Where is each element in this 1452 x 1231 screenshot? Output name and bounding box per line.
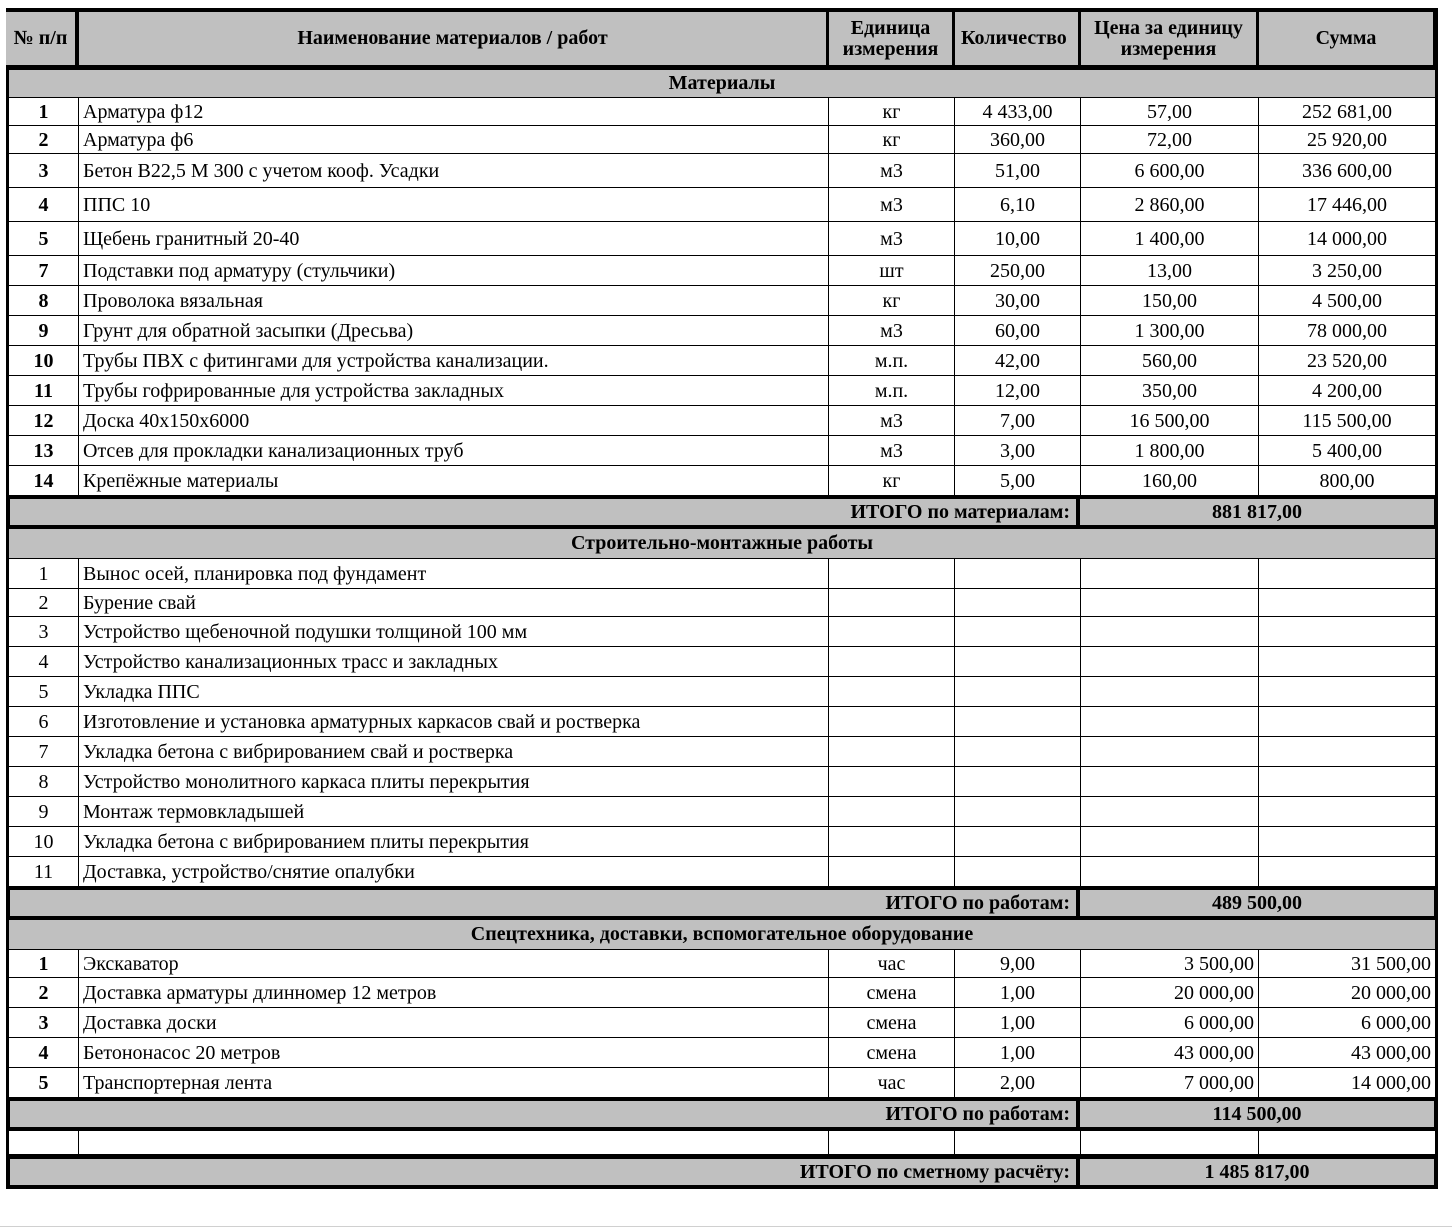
row-qty[interactable] — [955, 827, 1081, 857]
row-number[interactable]: 11 — [6, 857, 79, 887]
row-name[interactable]: Доставка арматуры длинномер 12 метров — [79, 978, 829, 1008]
row-sum[interactable]: 14 000,00 — [1259, 1068, 1438, 1098]
row-price[interactable]: 6 600,00 — [1081, 154, 1259, 188]
row-unit[interactable]: смена — [829, 1038, 955, 1068]
row-qty[interactable] — [955, 797, 1081, 827]
row-unit[interactable] — [829, 857, 955, 887]
row-qty[interactable]: 360,00 — [955, 126, 1081, 154]
row-number[interactable]: 2 — [6, 589, 79, 617]
equipment-total-label: ИТОГО по работам: — [10, 1101, 1080, 1127]
row-number[interactable]: 1 — [6, 559, 79, 589]
row-unit[interactable]: м3 — [829, 316, 955, 346]
table-row — [6, 256, 1438, 286]
header-unit[interactable]: Единица измерения — [829, 12, 955, 66]
row-name[interactable]: Доставка, устройство/снятие опалубки — [79, 857, 829, 887]
row-sum[interactable] — [1259, 797, 1438, 827]
works-total-value[interactable]: 489 500,00 — [1212, 891, 1302, 914]
row-name[interactable]: Щебень гранитный 20-40 — [79, 222, 829, 256]
row-number[interactable]: 14 — [6, 466, 79, 496]
row-sum[interactable]: 6 000,00 — [1259, 1008, 1438, 1038]
row-qty[interactable] — [955, 677, 1081, 707]
row-qty[interactable] — [955, 737, 1081, 767]
row-sum[interactable]: 20 000,00 — [1259, 978, 1438, 1008]
row-qty[interactable]: 9,00 — [955, 950, 1081, 978]
row-sum[interactable]: 800,00 — [1259, 466, 1438, 496]
table-row — [6, 559, 1438, 589]
row-price[interactable] — [1081, 589, 1259, 617]
row-unit[interactable] — [829, 707, 955, 737]
table-row — [6, 406, 1438, 436]
row-unit[interactable] — [829, 559, 955, 589]
row-number[interactable]: 1 — [6, 98, 79, 126]
row-sum[interactable]: 17 446,00 — [1259, 188, 1438, 222]
row-number[interactable]: 8 — [6, 767, 79, 797]
row-price[interactable]: 1 400,00 — [1081, 222, 1259, 256]
row-price[interactable]: 150,00 — [1081, 286, 1259, 316]
row-sum[interactable]: 3 250,00 — [1259, 256, 1438, 286]
row-name[interactable]: Бурение свай — [79, 589, 829, 617]
grand-total-value[interactable]: 1 485 817,00 — [1204, 1160, 1310, 1183]
row-sum[interactable]: 43 000,00 — [1259, 1038, 1438, 1068]
row-number[interactable]: 9 — [6, 797, 79, 827]
works-total-row — [6, 886, 1438, 920]
row-price[interactable]: 6 000,00 — [1081, 1008, 1259, 1038]
row-qty[interactable]: 10,00 — [955, 222, 1081, 256]
row-sum[interactable]: 31 500,00 — [1259, 950, 1438, 978]
row-name[interactable]: Бетон В22,5 М 300 с учетом кооф. Усадки — [79, 154, 829, 188]
row-number[interactable]: 9 — [6, 316, 79, 346]
row-unit[interactable]: м3 — [829, 406, 955, 436]
row-number[interactable]: 4 — [6, 188, 79, 222]
row-number[interactable]: 3 — [6, 1008, 79, 1038]
row-name[interactable]: Подставки под арматуру (стульчики) — [79, 256, 829, 286]
row-price[interactable]: 3 500,00 — [1081, 950, 1259, 978]
row-sum[interactable]: 115 500,00 — [1259, 406, 1438, 436]
row-unit[interactable] — [829, 827, 955, 857]
row-name[interactable]: Изготовление и установка арматурных каркасов свай и ростверка — [79, 707, 829, 737]
row-price[interactable] — [1081, 647, 1259, 677]
row-unit[interactable]: м.п. — [829, 376, 955, 406]
table-row — [6, 617, 1438, 647]
row-name[interactable]: Арматура ф12 — [79, 98, 829, 126]
row-number[interactable]: 5 — [6, 222, 79, 256]
equipment-total-value[interactable]: 114 500,00 — [1212, 1102, 1302, 1125]
row-sum[interactable]: 78 000,00 — [1259, 316, 1438, 346]
row-qty[interactable] — [955, 857, 1081, 887]
row-price[interactable] — [1081, 559, 1259, 589]
table-row — [6, 950, 1438, 978]
row-name[interactable]: Крепёжные материалы — [79, 466, 829, 496]
blank-row — [6, 1131, 1438, 1155]
table-row — [6, 1008, 1438, 1038]
table-row — [6, 797, 1438, 827]
row-qty[interactable] — [955, 767, 1081, 797]
row-name[interactable]: Отсев для прокладки канализационных труб — [79, 436, 829, 466]
row-qty[interactable]: 6,10 — [955, 188, 1081, 222]
row-qty[interactable]: 42,00 — [955, 346, 1081, 376]
row-name[interactable]: Трубы ПВХ с фитингами для устройства канализации. — [79, 346, 829, 376]
row-price[interactable]: 72,00 — [1081, 126, 1259, 154]
row-unit[interactable]: час — [829, 1068, 955, 1098]
row-sum[interactable] — [1259, 617, 1438, 647]
table-row — [6, 376, 1438, 406]
row-price[interactable] — [1081, 707, 1259, 737]
sheet-gridline — [0, 1226, 1452, 1231]
blank-cell[interactable] — [955, 1131, 1081, 1155]
materials-total-label: ИТОГО по материалам: — [10, 499, 1080, 525]
row-sum[interactable]: 252 681,00 — [1259, 98, 1438, 126]
header-sum[interactable]: Сумма — [1259, 12, 1434, 66]
row-unit[interactable] — [829, 797, 955, 827]
table-row — [6, 707, 1438, 737]
row-qty[interactable]: 2,00 — [955, 1068, 1081, 1098]
row-name[interactable]: Проволока вязальная — [79, 286, 829, 316]
row-unit[interactable]: м3 — [829, 154, 955, 188]
row-number[interactable]: 3 — [6, 617, 79, 647]
row-price[interactable] — [1081, 617, 1259, 647]
row-number[interactable]: 2 — [6, 978, 79, 1008]
equipment-total-row — [6, 1097, 1438, 1131]
row-sum[interactable]: 25 920,00 — [1259, 126, 1438, 154]
row-sum[interactable]: 5 400,00 — [1259, 436, 1438, 466]
row-sum[interactable] — [1259, 857, 1438, 887]
table-row — [6, 827, 1438, 857]
row-price[interactable]: 160,00 — [1081, 466, 1259, 496]
row-price[interactable]: 43 000,00 — [1081, 1038, 1259, 1068]
row-qty[interactable] — [955, 617, 1081, 647]
row-number[interactable]: 1 — [6, 950, 79, 978]
row-price[interactable] — [1081, 857, 1259, 887]
materials-total-row — [6, 495, 1438, 529]
row-qty[interactable]: 1,00 — [955, 1038, 1081, 1068]
row-unit[interactable] — [829, 737, 955, 767]
row-number[interactable]: 2 — [6, 126, 79, 154]
table-row — [6, 589, 1438, 617]
row-name[interactable]: Устройство щебеночной подушки толщиной 100 мм — [79, 617, 829, 647]
row-name[interactable]: Вынос осей, планировка под фундамент — [79, 559, 829, 589]
blank-cell[interactable] — [1259, 1131, 1438, 1155]
row-price[interactable]: 560,00 — [1081, 346, 1259, 376]
row-unit[interactable]: кг — [829, 126, 955, 154]
row-qty[interactable]: 12,00 — [955, 376, 1081, 406]
row-name[interactable]: Укладка бетона с вибрированием плиты перекрытия — [79, 827, 829, 857]
row-qty[interactable]: 7,00 — [955, 406, 1081, 436]
row-sum[interactable] — [1259, 707, 1438, 737]
row-unit[interactable]: м.п. — [829, 346, 955, 376]
row-number[interactable]: 10 — [6, 346, 79, 376]
row-unit[interactable] — [829, 767, 955, 797]
row-qty[interactable]: 4 433,00 — [955, 98, 1081, 126]
row-name[interactable]: Доставка доски — [79, 1008, 829, 1038]
row-unit[interactable]: кг — [829, 286, 955, 316]
row-sum[interactable] — [1259, 559, 1438, 589]
row-number[interactable]: 3 — [6, 154, 79, 188]
table-row — [6, 466, 1438, 496]
table-row — [6, 737, 1438, 767]
row-name[interactable]: Укладка бетона с вибрированием свай и ростверка — [79, 737, 829, 767]
blank-cell[interactable] — [1081, 1131, 1259, 1155]
table-row — [6, 286, 1438, 316]
row-number[interactable]: 11 — [6, 376, 79, 406]
table-header-row — [6, 8, 1438, 70]
row-price[interactable]: 1 300,00 — [1081, 316, 1259, 346]
row-name[interactable]: Монтаж термовкладышей — [79, 797, 829, 827]
row-qty[interactable]: 30,00 — [955, 286, 1081, 316]
row-number[interactable]: 4 — [6, 1038, 79, 1068]
row-sum[interactable] — [1259, 647, 1438, 677]
table-row — [6, 126, 1438, 154]
row-sum[interactable]: 23 520,00 — [1259, 346, 1438, 376]
row-number[interactable]: 4 — [6, 647, 79, 677]
table-row — [6, 647, 1438, 677]
row-price[interactable]: 350,00 — [1081, 376, 1259, 406]
table-row — [6, 316, 1438, 346]
row-sum[interactable]: 336 600,00 — [1259, 154, 1438, 188]
row-unit[interactable]: м3 — [829, 188, 955, 222]
row-name[interactable]: Доска 40х150х6000 — [79, 406, 829, 436]
row-price[interactable]: 57,00 — [1081, 98, 1259, 126]
row-number[interactable]: 7 — [6, 737, 79, 767]
row-name[interactable]: ППС 10 — [79, 188, 829, 222]
works-total-label: ИТОГО по работам: — [10, 890, 1080, 916]
row-unit[interactable]: кг — [829, 466, 955, 496]
estimate-table — [6, 8, 1438, 1198]
row-number[interactable]: 8 — [6, 286, 79, 316]
row-unit[interactable]: смена — [829, 1008, 955, 1038]
row-unit[interactable]: м3 — [829, 436, 955, 466]
row-sum[interactable]: 4 500,00 — [1259, 286, 1438, 316]
section-title-equipment: Спецтехника, доставки, вспомогательное оборудование — [6, 920, 1438, 950]
row-unit[interactable] — [829, 677, 955, 707]
row-price[interactable]: 13,00 — [1081, 256, 1259, 286]
row-number[interactable]: 5 — [6, 677, 79, 707]
row-qty[interactable]: 250,00 — [955, 256, 1081, 286]
row-price[interactable]: 16 500,00 — [1081, 406, 1259, 436]
row-name[interactable]: Устройство монолитного каркаса плиты перекрытия — [79, 767, 829, 797]
row-unit[interactable] — [829, 647, 955, 677]
row-name[interactable]: Бетононасос 20 метров — [79, 1038, 829, 1068]
blank-cell[interactable] — [829, 1131, 955, 1155]
row-sum[interactable]: 14 000,00 — [1259, 222, 1438, 256]
row-price[interactable] — [1081, 677, 1259, 707]
section-title-works: Строительно-монтажные работы — [6, 529, 1438, 559]
section-title-materials: Материалы — [6, 70, 1438, 98]
row-sum[interactable] — [1259, 677, 1438, 707]
header-price[interactable]: Цена за единицу измерения — [1081, 12, 1259, 66]
table-row — [6, 767, 1438, 797]
table-row — [6, 346, 1438, 376]
row-price[interactable]: 1 800,00 — [1081, 436, 1259, 466]
table-row — [6, 677, 1438, 707]
row-qty[interactable] — [955, 589, 1081, 617]
row-name[interactable]: Экскаватор — [79, 950, 829, 978]
row-qty[interactable] — [955, 707, 1081, 737]
blank-cell[interactable] — [79, 1131, 829, 1155]
row-price[interactable] — [1081, 767, 1259, 797]
row-qty[interactable] — [955, 559, 1081, 589]
table-row — [6, 188, 1438, 222]
row-name[interactable]: Грунт для обратной засыпки (Дресьва) — [79, 316, 829, 346]
grand-total-row — [6, 1155, 1438, 1189]
row-sum[interactable] — [1259, 767, 1438, 797]
row-sum[interactable]: 4 200,00 — [1259, 376, 1438, 406]
row-number[interactable]: 12 — [6, 406, 79, 436]
row-name[interactable]: Транспортерная лента — [79, 1068, 829, 1098]
row-unit[interactable] — [829, 617, 955, 647]
row-unit[interactable]: м3 — [829, 222, 955, 256]
row-price[interactable]: 2 860,00 — [1081, 188, 1259, 222]
row-qty[interactable]: 3,00 — [955, 436, 1081, 466]
row-price[interactable] — [1081, 827, 1259, 857]
header-name[interactable]: Наименование материалов / работ — [79, 12, 829, 66]
row-price[interactable]: 7 000,00 — [1081, 1068, 1259, 1098]
grand-total-label: ИТОГО по сметному расчёту: — [10, 1159, 1080, 1185]
row-price[interactable] — [1081, 737, 1259, 767]
row-name[interactable]: Укладка ППС — [79, 677, 829, 707]
row-qty[interactable]: 60,00 — [955, 316, 1081, 346]
row-unit[interactable]: час — [829, 950, 955, 978]
row-sum[interactable] — [1259, 737, 1438, 767]
row-number[interactable]: 13 — [6, 436, 79, 466]
table-row — [6, 436, 1438, 466]
row-price[interactable]: 20 000,00 — [1081, 978, 1259, 1008]
row-number[interactable]: 6 — [6, 707, 79, 737]
row-name[interactable]: Устройство канализационных трасс и закладных — [79, 647, 829, 677]
row-name[interactable]: Трубы гофрированные для устройства закладных — [79, 376, 829, 406]
table-row — [6, 98, 1438, 126]
row-price[interactable] — [1081, 797, 1259, 827]
row-sum[interactable] — [1259, 589, 1438, 617]
row-name[interactable]: Арматура ф6 — [79, 126, 829, 154]
materials-total-value[interactable]: 881 817,00 — [1212, 500, 1302, 523]
blank-cell[interactable] — [6, 1131, 79, 1155]
row-number[interactable]: 10 — [6, 827, 79, 857]
table-row — [6, 978, 1438, 1008]
row-number[interactable]: 5 — [6, 1068, 79, 1098]
table-row — [6, 857, 1438, 887]
header-qty[interactable]: Количество — [955, 12, 1081, 66]
row-qty[interactable]: 1,00 — [955, 1008, 1081, 1038]
row-number[interactable]: 7 — [6, 256, 79, 286]
table-row — [6, 1038, 1438, 1068]
table-row — [6, 154, 1438, 188]
header-num[interactable]: № п/п — [6, 12, 79, 66]
row-unit[interactable]: шт — [829, 256, 955, 286]
row-qty[interactable]: 51,00 — [955, 154, 1081, 188]
row-qty[interactable] — [955, 647, 1081, 677]
row-unit[interactable] — [829, 589, 955, 617]
table-row — [6, 222, 1438, 256]
table-row — [6, 1068, 1438, 1098]
row-qty[interactable]: 1,00 — [955, 978, 1081, 1008]
row-sum[interactable] — [1259, 827, 1438, 857]
row-qty[interactable]: 5,00 — [955, 466, 1081, 496]
row-unit[interactable]: смена — [829, 978, 955, 1008]
row-unit[interactable]: кг — [829, 98, 955, 126]
